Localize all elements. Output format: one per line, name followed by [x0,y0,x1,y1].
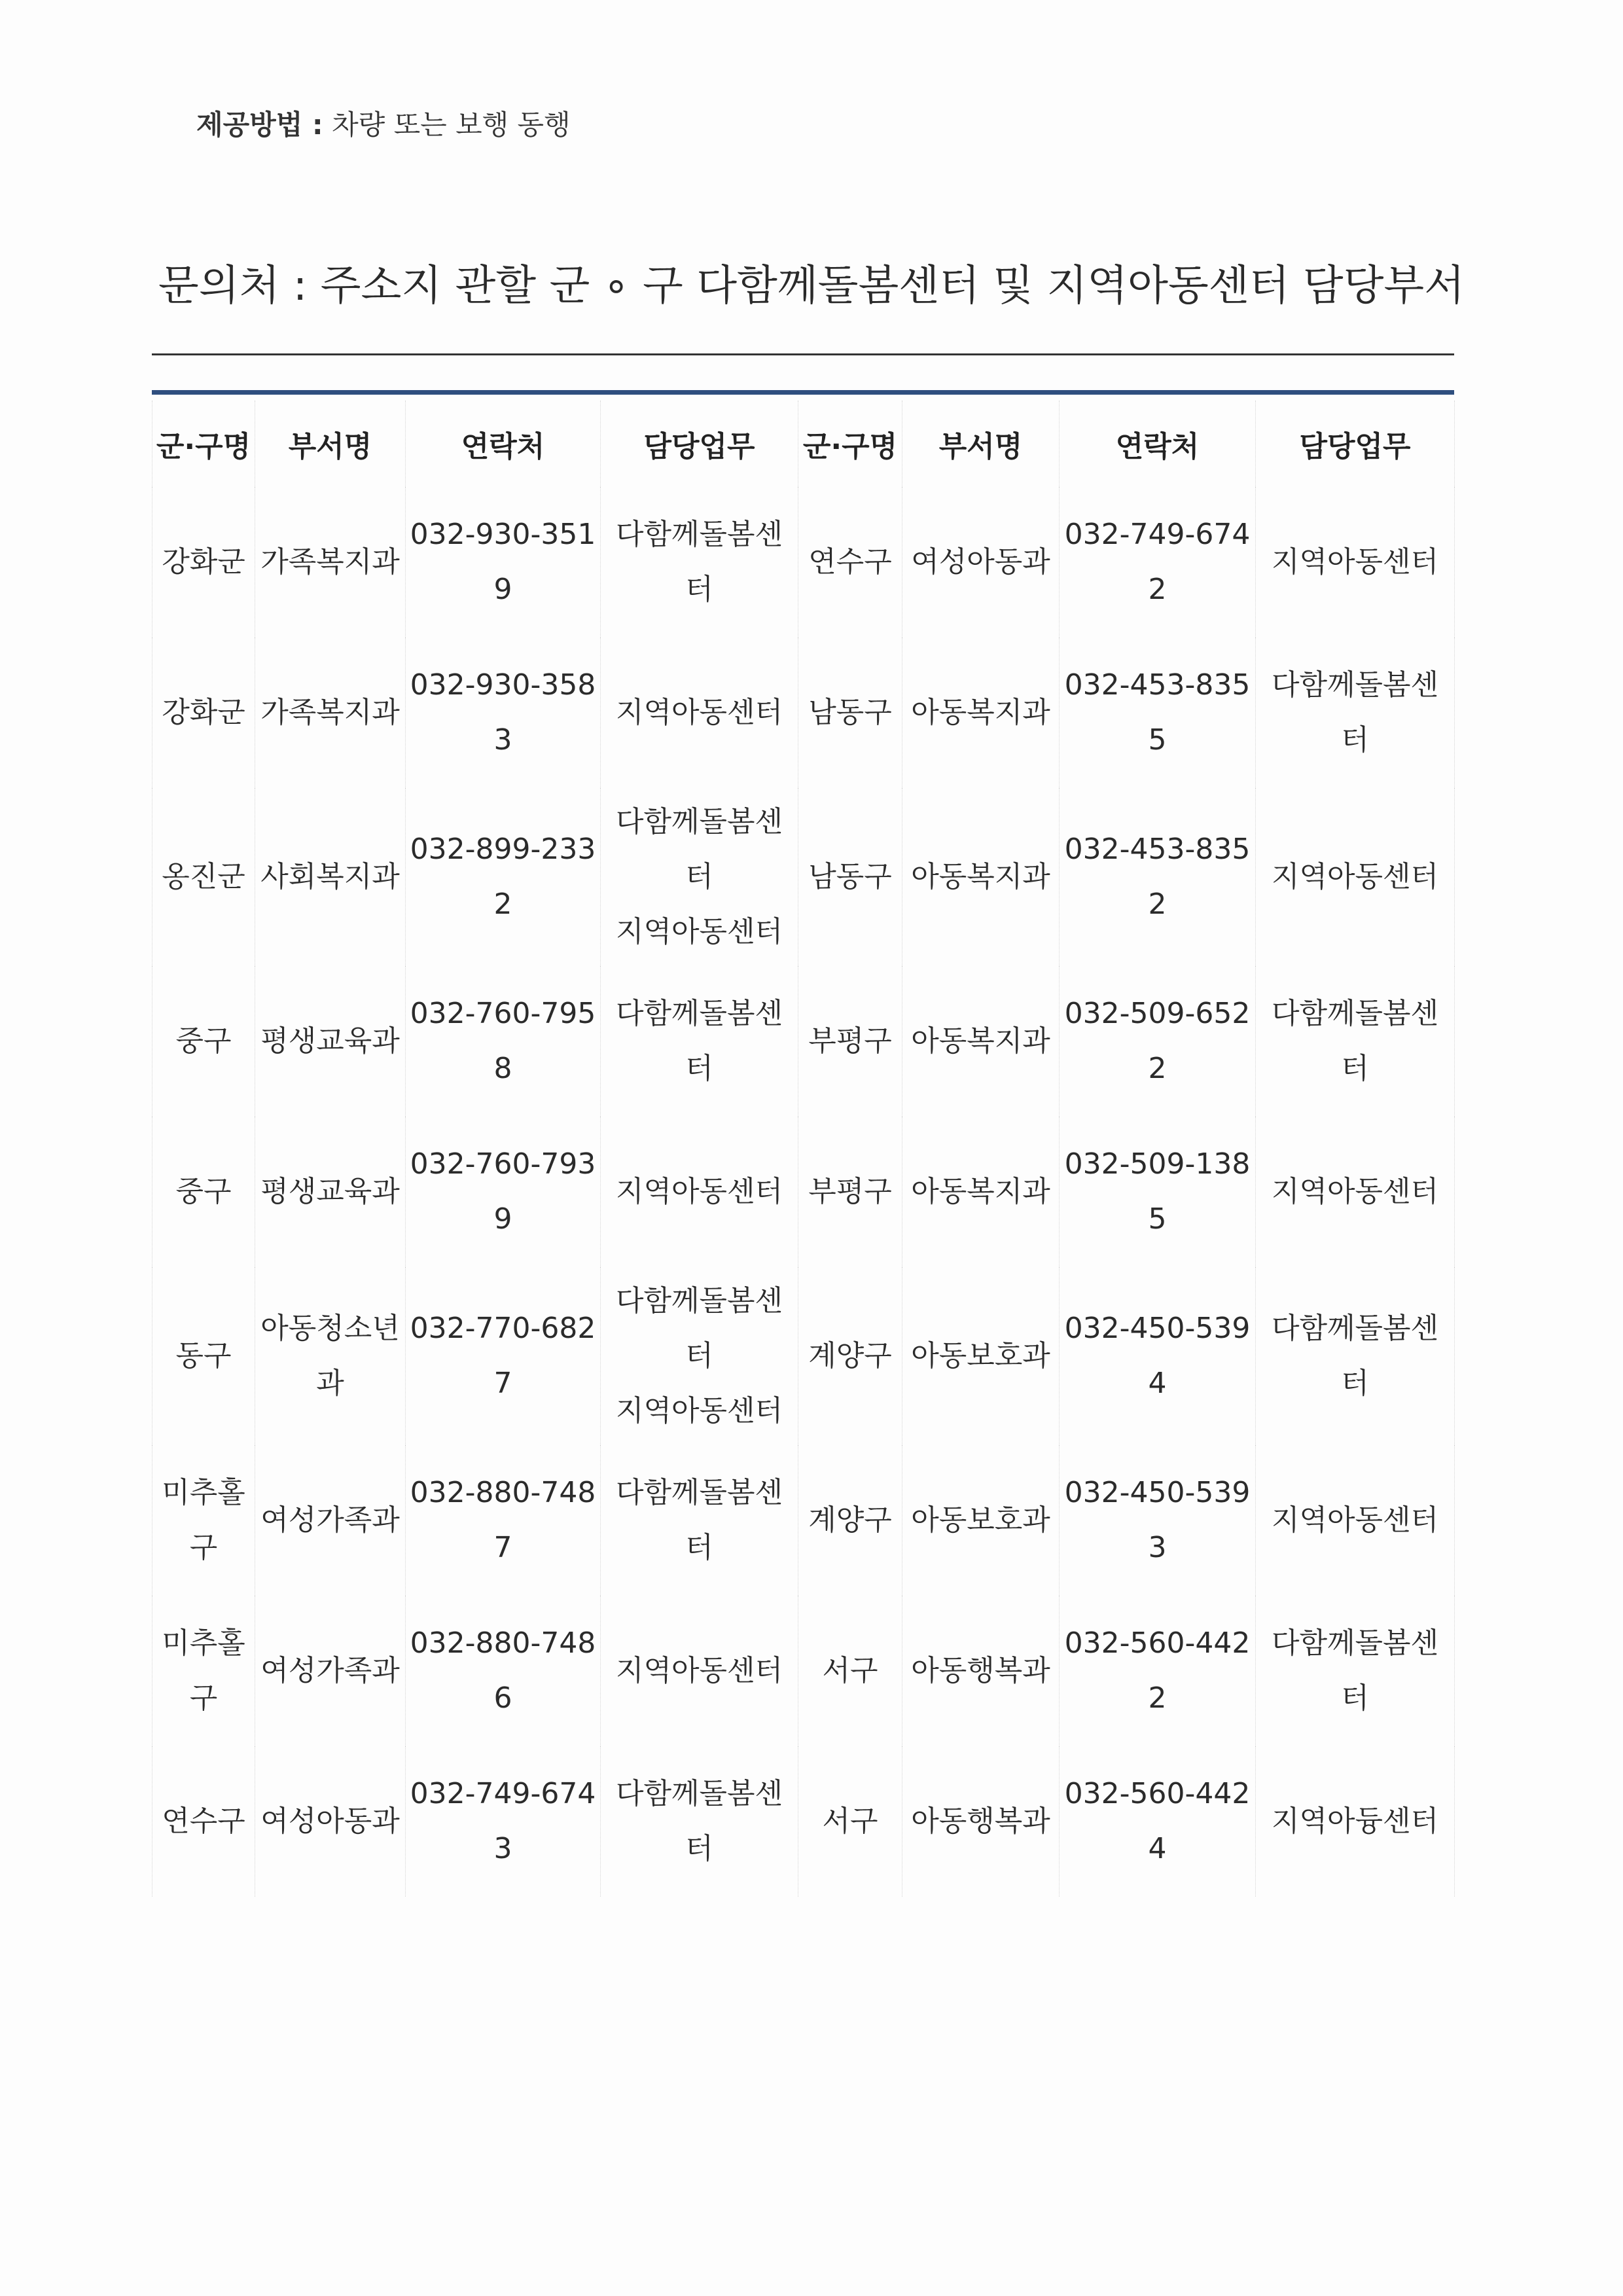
column-header-district-left: 군·구명 [152,401,255,487]
duty-cell: 다함께돌봄센 터 [1256,1596,1455,1746]
department-cell: 아동행복과 [902,1596,1060,1746]
contact-cell: 032-749-674 2 [1060,487,1256,637]
duty-cell: 다함께돌봄센 터 [1256,1267,1455,1445]
table-row [152,1596,1455,1746]
duty-cell: 다함께돌봄센 터 지역아동센터 [601,788,798,966]
department-cell: 아동보호과 [902,1445,1060,1596]
duty-cell: 다함께돌봄센 터 [601,966,798,1117]
table-row [152,1746,1455,1897]
contact-cell: 032-760-795 8 [406,966,601,1117]
district-cell: 강화군 [152,637,255,788]
district-cell: 부평구 [798,966,902,1117]
provision-method-value: 차량 또는 보행 동행 [332,109,571,141]
duty-cell: 지역아동센터 [601,1596,798,1746]
duty-cell: 다함께돌봄센 터 [601,1445,798,1596]
contact-cell: 032-770-682 7 [406,1267,601,1445]
duty-cell: 다함께돌봄센 터 [601,1746,798,1897]
contact-cell: 032-880-748 7 [406,1445,601,1596]
district-cell: 강화군 [152,487,255,637]
table-row [152,637,1455,788]
department-cell: 아동복지과 [902,788,1060,966]
table-header-row [152,401,1455,487]
duty-cell: 지역아동센터 [601,637,798,788]
department-cell: 아동보호과 [902,1267,1060,1445]
contact-cell: 032-749-674 3 [406,1746,601,1897]
district-cell: 부평구 [798,1117,902,1267]
contact-cell: 032-899-233 2 [406,788,601,966]
district-cell: 연수구 [798,487,902,637]
duty-cell: 지역아동센터 [601,1117,798,1267]
district-cell: 서구 [798,1596,902,1746]
district-cell: 계양구 [798,1267,902,1445]
department-cell: 가족복지과 [255,487,406,637]
contact-cell: 032-930-358 3 [406,637,601,788]
department-cell: 평생교육과 [255,966,406,1117]
contact-cell: 032-880-748 6 [406,1596,601,1746]
table-top-rule [152,390,1454,395]
district-cell: 미추홀 구 [152,1445,255,1596]
contact-cell: 032-450-539 4 [1060,1267,1256,1445]
department-cell: 여성가족과 [255,1596,406,1746]
contact-cell: 032-450-539 3 [1060,1445,1256,1596]
department-cell: 아동복지과 [902,1117,1060,1267]
contact-cell: 032-509-138 5 [1060,1117,1256,1267]
duty-cell: 지역아동센터 [1256,487,1455,637]
district-cell: 옹진군 [152,788,255,966]
column-header-department-right: 부서명 [902,401,1060,487]
contact-cell: 032-760-793 9 [406,1117,601,1267]
column-header-district-right: 군·구명 [798,401,902,487]
duty-cell: 지역아동센터 [1256,788,1455,966]
table-row [152,788,1455,966]
inquiry-heading: 문의처 : 주소지 관할 군 ∘ 구 다함께돌봄센터 및 지역아동센터 담당부서 [158,262,1465,310]
duty-cell: 다함께돌봄센 터 [1256,966,1455,1117]
contact-cell: 032-560-442 4 [1060,1746,1256,1897]
contact-cell: 032-930-351 9 [406,487,601,637]
duty-cell: 다함께돌봄센 터 [1256,637,1455,788]
department-cell: 아동복지과 [902,637,1060,788]
duty-cell: 다함께돌봄센 터 [601,487,798,637]
contact-cell: 032-509-652 2 [1060,966,1256,1117]
district-cell: 동구 [152,1267,255,1445]
contact-table [152,401,1455,1897]
department-cell: 가족복지과 [255,637,406,788]
district-cell: 중구 [152,1117,255,1267]
table-row [152,1117,1455,1267]
district-cell: 중구 [152,966,255,1117]
column-header-duty-right: 담당업무 [1256,401,1455,487]
table-row [152,1445,1455,1596]
table-row [152,487,1455,637]
contact-cell: 032-453-835 5 [1060,637,1256,788]
department-cell: 여성아동과 [255,1746,406,1897]
table-row [152,1267,1455,1445]
department-cell: 여성아동과 [902,487,1060,637]
district-cell: 서구 [798,1746,902,1897]
column-header-department-left: 부서명 [255,401,406,487]
district-cell: 남동구 [798,637,902,788]
contact-cell: 032-560-442 2 [1060,1596,1256,1746]
duty-cell: 지역아동센터 [1256,1117,1455,1267]
duty-cell: 지역아동센터 [1256,1445,1455,1596]
district-cell: 남동구 [798,788,902,966]
district-cell: 계양구 [798,1445,902,1596]
department-cell: 아동행복과 [902,1746,1060,1897]
divider-line [152,353,1454,355]
table-body [152,487,1455,1897]
duty-cell: 지역아듕센터 [1256,1746,1455,1897]
provision-method [196,103,571,143]
duty-cell: 다함께돌봄센 터 지역아동센터 [601,1267,798,1445]
department-cell: 아동복지과 [902,966,1060,1117]
department-cell: 평생교육과 [255,1117,406,1267]
department-cell: 아동청소년 과 [255,1267,406,1445]
department-cell: 여성가족과 [255,1445,406,1596]
contact-cell: 032-453-835 2 [1060,788,1256,966]
provision-method-label: 제공방법 : [196,109,323,141]
district-cell: 미추홀 구 [152,1596,255,1746]
column-header-contact-left: 연락처 [406,401,601,487]
department-cell: 사회복지과 [255,788,406,966]
column-header-duty-left: 담당업무 [601,401,798,487]
district-cell: 연수구 [152,1746,255,1897]
table-row [152,966,1455,1117]
column-header-contact-right: 연락처 [1060,401,1256,487]
